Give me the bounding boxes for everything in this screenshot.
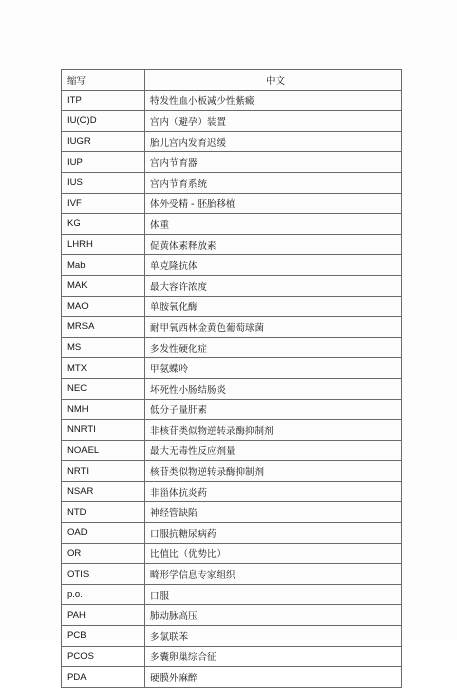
chinese-term-cell: 胎儿宫内发育迟缓 (145, 131, 402, 152)
abbreviation-cell: MRSA (62, 317, 145, 338)
table-row (62, 255, 402, 276)
chinese-term-cell: 肺动脉高压 (145, 605, 402, 626)
abbreviation-cell: LHRH (62, 234, 145, 255)
chinese-term-cell: 口服 (145, 584, 402, 605)
column-header-chinese: 中文 (145, 70, 402, 91)
abbreviation-cell: OTIS (62, 564, 145, 585)
table-row (62, 646, 402, 667)
chinese-term-cell: 多囊卵巢综合征 (145, 646, 402, 667)
abbreviation-cell: NNRTI (62, 420, 145, 441)
chinese-term-cell: 非核苷类似物逆转录酶抑制剂 (145, 420, 402, 441)
table-row (62, 378, 402, 399)
chinese-term-cell: 最大容许浓度 (145, 275, 402, 296)
table-row (62, 440, 402, 461)
table-row (62, 420, 402, 441)
abbreviation-cell: PCB (62, 626, 145, 647)
chinese-term-cell: 促黄体素释放素 (145, 234, 402, 255)
abbreviation-cell: NEC (62, 378, 145, 399)
table-row (62, 605, 402, 626)
abbreviation-cell: NTD (62, 502, 145, 523)
chinese-term-cell: 口服抗糖尿病药 (145, 523, 402, 544)
table-row (62, 337, 402, 358)
abbreviation-cell: MTX (62, 358, 145, 379)
table-row (62, 111, 402, 132)
chinese-term-cell: 宫内（避孕）装置 (145, 111, 402, 132)
chinese-term-cell: 坏死性小肠结肠炎 (145, 378, 402, 399)
chinese-term-cell: 宫内节育器 (145, 152, 402, 173)
abbreviation-cell: PDA (62, 667, 145, 688)
table-header-row (62, 70, 402, 91)
abbreviation-cell: MS (62, 337, 145, 358)
table-row (62, 626, 402, 647)
abbreviation-cell: NMH (62, 399, 145, 420)
abbreviation-cell: PCOS (62, 646, 145, 667)
abbreviation-cell: NRTI (62, 461, 145, 482)
table-row (62, 214, 402, 235)
abbreviation-cell: PAH (62, 605, 145, 626)
table-row (62, 461, 402, 482)
table-row (62, 172, 402, 193)
chinese-term-cell: 多发性硬化症 (145, 337, 402, 358)
table-row (62, 193, 402, 214)
abbreviation-cell: IUGR (62, 131, 145, 152)
abbreviation-cell: p.o. (62, 584, 145, 605)
chinese-term-cell: 体外受精 - 胚胎移植 (145, 193, 402, 214)
chinese-term-cell: 低分子量肝素 (145, 399, 402, 420)
chinese-term-cell: 单克隆抗体 (145, 255, 402, 276)
chinese-term-cell: 耐甲氧西林金黄色葡萄球菌 (145, 317, 402, 338)
chinese-term-cell: 神经管缺陷 (145, 502, 402, 523)
abbreviation-cell: KG (62, 214, 145, 235)
abbreviation-cell: MAO (62, 296, 145, 317)
table-body (62, 90, 402, 687)
table-row (62, 131, 402, 152)
table-row (62, 317, 402, 338)
table-row (62, 481, 402, 502)
chinese-term-cell: 体重 (145, 214, 402, 235)
abbreviation-cell: Mab (62, 255, 145, 276)
chinese-term-cell: 甲氨蝶呤 (145, 358, 402, 379)
chinese-term-cell: 硬膜外麻醉 (145, 667, 402, 688)
table-row (62, 152, 402, 173)
table-row (62, 275, 402, 296)
table-row (62, 523, 402, 544)
abbreviation-cell: IUP (62, 152, 145, 173)
abbreviation-cell: ITP (62, 90, 145, 111)
table-row (62, 543, 402, 564)
chinese-term-cell: 宫内节育系统 (145, 172, 402, 193)
chinese-term-cell: 单胺氧化酶 (145, 296, 402, 317)
chinese-term-cell: 畸形学信息专家组织 (145, 564, 402, 585)
abbreviation-cell: MAK (62, 275, 145, 296)
table-row (62, 358, 402, 379)
table-row (62, 564, 402, 585)
abbreviation-cell: NSAR (62, 481, 145, 502)
table-row (62, 234, 402, 255)
abbreviation-cell: IVF (62, 193, 145, 214)
chinese-term-cell: 特发性血小板减少性紫癜 (145, 90, 402, 111)
abbreviation-cell: NOAEL (62, 440, 145, 461)
table-row (62, 502, 402, 523)
abbreviation-cell: IUS (62, 172, 145, 193)
abbreviation-table (61, 69, 402, 688)
chinese-term-cell: 比值比（优势比） (145, 543, 402, 564)
abbreviation-cell: OR (62, 543, 145, 564)
table-row (62, 667, 402, 688)
table-row (62, 296, 402, 317)
abbreviation-cell: IU(C)D (62, 111, 145, 132)
chinese-term-cell: 多氯联苯 (145, 626, 402, 647)
chinese-term-cell: 最大无毒性反应剂量 (145, 440, 402, 461)
table-row (62, 399, 402, 420)
abbreviation-cell: OAD (62, 523, 145, 544)
chinese-term-cell: 非甾体抗炎药 (145, 481, 402, 502)
chinese-term-cell: 核苷类似物逆转录酶抑制剂 (145, 461, 402, 482)
table-row (62, 90, 402, 111)
table-row (62, 584, 402, 605)
column-header-abbreviation: 缩写 (62, 70, 145, 91)
